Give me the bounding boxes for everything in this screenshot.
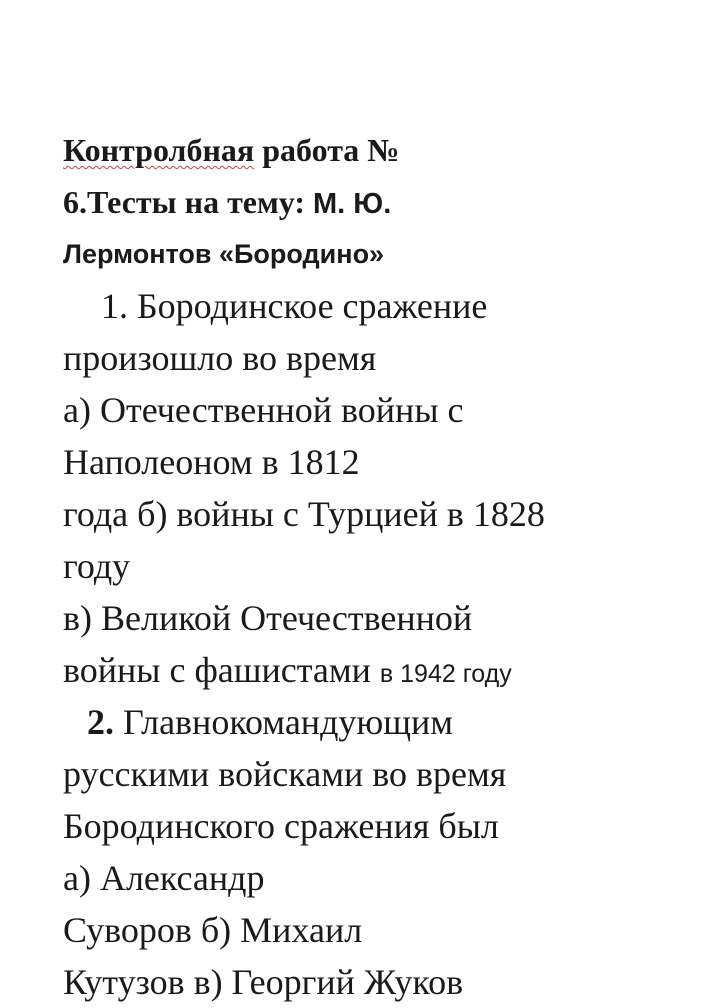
question-1-line-4: Наполеоном в 1812 bbox=[63, 442, 360, 482]
question-1-line-5: года б) войны с Турцией в 1828 bbox=[63, 494, 545, 534]
question-2-line-4: а) Александр bbox=[63, 858, 265, 898]
question-2-line-1-rest: Главнокомандующим bbox=[114, 702, 454, 742]
document-page bbox=[63, 124, 713, 1008]
title-line-2-serif: 6.Тесты на тему: bbox=[63, 184, 314, 220]
question-1-line-8 bbox=[63, 644, 713, 696]
question-2-line-6: Кутузов в) Георгий Жуков bbox=[63, 962, 464, 1002]
question-1-line-1: 1. Бородинское сражение bbox=[101, 286, 488, 326]
question-2-number: 2. bbox=[87, 702, 114, 742]
title-line-3: Лермонтов «Бородино» bbox=[63, 239, 385, 269]
question-1-line-7: в) Великой Отечественной bbox=[63, 598, 473, 638]
question-2-line-5: Суворов б) Михаил bbox=[63, 910, 363, 950]
question-1-line-8-serif: войны с фашистами bbox=[63, 650, 380, 690]
title-line-1-rest: работа № bbox=[254, 132, 400, 168]
title-line-2-sans: М. Ю. bbox=[313, 188, 392, 220]
question-1-line-2: произошло во время bbox=[63, 338, 377, 378]
question-2-line-3: Бородинского сражения был bbox=[63, 806, 499, 846]
question-2-line-1 bbox=[63, 696, 713, 748]
title-line-2 bbox=[63, 176, 713, 228]
title-line-1 bbox=[63, 124, 713, 176]
question-2-line-2: русскими войсками во время bbox=[63, 754, 507, 794]
question-1-line-8-sans: в 1942 году bbox=[379, 660, 512, 688]
misspelled-word: Контролбная bbox=[63, 132, 255, 168]
question-1-line-3: а) Отечественной войны с bbox=[63, 390, 464, 430]
question-1-line-6: году bbox=[63, 546, 131, 586]
